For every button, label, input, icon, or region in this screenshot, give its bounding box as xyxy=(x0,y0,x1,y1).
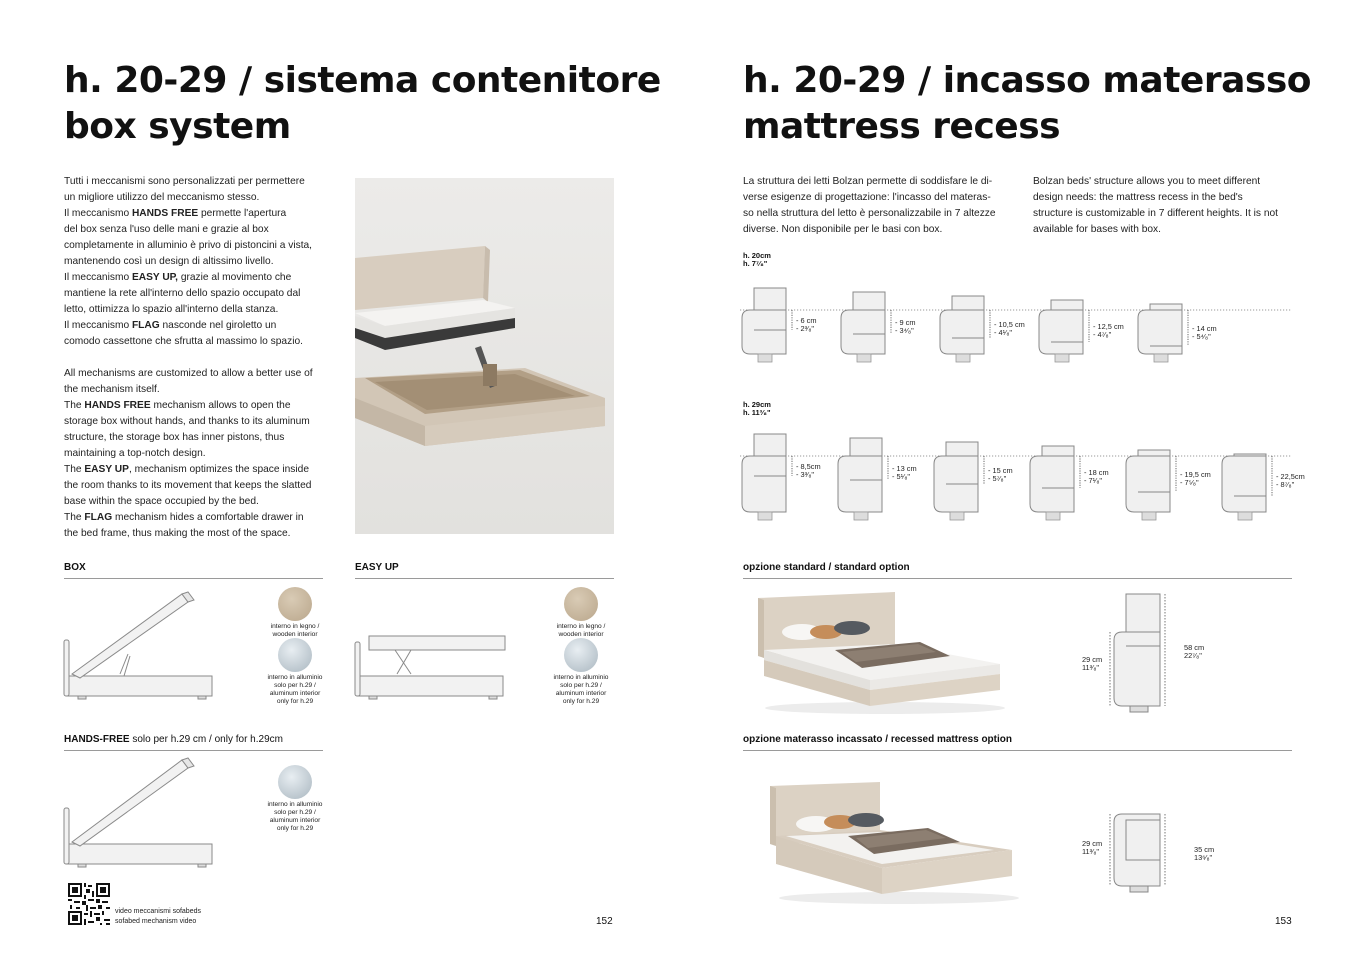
bed-foot xyxy=(1238,512,1252,520)
recess-dimension-label xyxy=(1192,325,1217,341)
recessed-total-dim xyxy=(1194,846,1214,862)
bed-foot xyxy=(758,354,772,362)
text-segment: The xyxy=(64,464,85,475)
recess-dimension-value: - 6 cm xyxy=(796,316,817,325)
left-en-line xyxy=(64,510,344,526)
bed-frame xyxy=(1222,456,1266,512)
recessed-option-rule xyxy=(743,750,1292,751)
recess-dimension-value: - 5⁴⁄₈" xyxy=(1192,332,1211,341)
box-aluminum-caption xyxy=(255,674,335,706)
left-en-line: the room thanks to its movement that keeps the slatted xyxy=(64,480,312,491)
recess-dimension-value: - 8⁷⁄₈" xyxy=(1276,480,1295,489)
recess-dimension-value: - 10,5 cm xyxy=(994,320,1025,329)
box-mechanism-drawing xyxy=(64,588,216,700)
swatch-caption-line: aluminum interior xyxy=(269,817,321,824)
h20-label-cm: h. 20cm xyxy=(743,251,771,260)
recess-dimension-label xyxy=(1093,323,1124,339)
text-segment: The xyxy=(64,512,85,523)
recess-dimension-value: - 8,5cm xyxy=(796,462,821,471)
standard-height-dim xyxy=(1082,656,1102,672)
handsfree-section-label xyxy=(64,734,283,745)
recess-diagram xyxy=(742,434,792,520)
recess-dimension-value: - 15 cm xyxy=(988,466,1013,475)
recess-dimension-value: - 9 cm xyxy=(895,318,916,327)
left-it-line: mantiene la rete all'interno dello spazio occupato dal xyxy=(64,288,301,299)
swatch-caption-line: only for h.29 xyxy=(276,825,314,832)
standard-height-cm: 29 cm xyxy=(1082,655,1103,664)
left-it-line xyxy=(64,270,344,286)
box-wood-caption xyxy=(255,623,335,639)
left-en-line: base within the space occupied by the bed. xyxy=(64,496,259,507)
handsfree-label-rest: solo per h.29 cm / only for h.29cm xyxy=(129,734,283,745)
bed-foot xyxy=(956,354,970,362)
standard-total-cm: 58 cm xyxy=(1184,643,1205,652)
recess-dimension-value: - 3³⁄₈" xyxy=(796,470,815,479)
handsfree-aluminum-caption xyxy=(255,801,335,833)
swatch-caption-line: interno in alluminio xyxy=(267,801,323,808)
recessed-option-label: opzione materasso incassato / recessed mattress option xyxy=(743,734,1012,745)
recessed-bed-photo xyxy=(764,780,1020,904)
recess-dimension-value: - 12,5 cm xyxy=(1093,322,1124,331)
mechanism-name: FLAG xyxy=(131,320,160,331)
text-segment: grazie al movimento che xyxy=(178,272,292,283)
text-segment: Il meccanismo xyxy=(64,272,132,283)
left-en-line: maintaining a top-notch design. xyxy=(64,448,206,459)
recess-dimension-value: - 2³⁄₈" xyxy=(796,324,815,333)
bed-foot xyxy=(1142,512,1156,520)
easyup-wood-swatch xyxy=(564,587,598,621)
recessed-total-cm: 35 cm xyxy=(1194,845,1215,854)
recess-dimension-value: - 18 cm xyxy=(1084,468,1109,477)
left-english-text xyxy=(64,366,344,542)
left-italian-text xyxy=(64,174,344,350)
standard-option-rule xyxy=(743,578,1292,579)
swatch-caption-line: only for h.29 xyxy=(276,698,314,705)
left-page-number: 152 xyxy=(596,916,613,927)
left-it-line xyxy=(64,206,344,222)
bed-foot xyxy=(857,354,871,362)
recess-dimension-value: - 7¹⁄₈" xyxy=(1084,476,1103,485)
swatch-caption-line: wooden interior xyxy=(272,631,318,638)
left-en-line: the bed frame, thus making the most of the space. xyxy=(64,528,291,539)
recess-dimension-value: - 4⁷⁄₈" xyxy=(1093,330,1112,339)
swatch-caption-line: solo per h.29 / xyxy=(274,809,316,816)
recess-diagram xyxy=(1126,450,1176,520)
text-segment: , mechanism optimizes the space inside xyxy=(128,464,309,475)
right-en-line: structure is customizable in 7 different heights. It is not xyxy=(1033,208,1278,219)
mechanism-name: EASY UP, xyxy=(131,272,178,283)
easyup-aluminum-caption xyxy=(541,674,621,706)
qr-caption-it: video meccanismi sofabeds xyxy=(115,908,201,915)
text-segment: mechanism hides a comfortable drawer in xyxy=(112,512,304,523)
standard-section-drawing xyxy=(1110,592,1170,714)
mechanism-name: EASY UP xyxy=(84,464,129,475)
recessed-height-cm: 29 cm xyxy=(1082,839,1103,848)
right-title-line1: h. 20-29 / incasso materasso xyxy=(743,60,1311,101)
recess-diagram xyxy=(940,296,990,362)
qr-code-icon[interactable] xyxy=(68,883,110,925)
handsfree-label-bold: HANDS-FREE xyxy=(64,734,130,745)
recess-dimension-value: - 5⁷⁄₈" xyxy=(988,474,1007,483)
bed-frame xyxy=(742,456,786,512)
h29-recess-diagrams xyxy=(740,424,1296,528)
standard-bed-photo xyxy=(750,590,1005,714)
right-title-line2: mattress recess xyxy=(743,106,1061,147)
box-bed-photo xyxy=(355,178,614,534)
recess-diagram xyxy=(934,442,984,520)
h20-label-inch: h. 7⁷⁄₈" xyxy=(743,259,768,268)
left-en-line: storage box without hands, and thanks to its aluminum xyxy=(64,416,310,427)
bed-frame xyxy=(940,310,984,354)
text-segment: mechanism allows to open the xyxy=(150,400,291,411)
bed-frame xyxy=(1039,310,1083,354)
standard-height-inch: 11³⁄₈" xyxy=(1082,663,1100,672)
recess-diagram xyxy=(838,438,888,520)
easyup-mechanism-drawing xyxy=(355,630,507,702)
recess-diagram xyxy=(1030,446,1080,520)
text-segment: The xyxy=(64,400,85,411)
left-page-title xyxy=(64,58,664,150)
easyup-wood-caption xyxy=(541,623,621,639)
recess-dimension-value: - 19,5 cm xyxy=(1180,470,1211,479)
recess-dimension-value: - 3⁴⁄₈" xyxy=(895,326,914,335)
swatch-caption-line: aluminum interior xyxy=(269,690,321,697)
h29-label xyxy=(743,401,771,417)
box-section-label: BOX xyxy=(64,562,86,573)
bed-foot xyxy=(1154,354,1168,362)
swatch-caption-line: wooden interior xyxy=(558,631,604,638)
easyup-section-label: EASY UP xyxy=(355,562,399,573)
left-it-line: un migliore utilizzo del meccanismo stesso. xyxy=(64,192,260,203)
left-title-line1: h. 20-29 / sistema contenitore xyxy=(64,60,661,101)
bed-foot xyxy=(854,512,868,520)
easyup-section-rule xyxy=(355,578,614,579)
qr-caption-en: sofabed mechanism video xyxy=(115,918,197,925)
bed-foot xyxy=(1046,512,1060,520)
recessed-section-drawing xyxy=(1110,812,1170,896)
mechanism-name: HANDS FREE xyxy=(131,208,199,219)
bed-foot xyxy=(950,512,964,520)
left-it-line xyxy=(64,318,344,334)
h29-label-cm: h. 29cm xyxy=(743,400,771,409)
swatch-caption-line: interno in alluminio xyxy=(553,674,609,681)
left-it-line: Tutti i meccanismi sono personalizzati per permettere xyxy=(64,176,305,187)
recess-dimension-label xyxy=(892,465,917,481)
left-en-line: structure, the storage box has inner pistons, thus xyxy=(64,432,285,443)
swatch-caption-line: interno in legno / xyxy=(270,623,320,630)
recess-diagram xyxy=(841,292,891,362)
bed-frame xyxy=(1126,456,1170,512)
left-title-line2: box system xyxy=(64,106,291,147)
swatch-caption-line: solo per h.29 / xyxy=(274,682,316,689)
handsfree-mechanism-drawing xyxy=(64,756,216,868)
left-en-line: the mechanism itself. xyxy=(64,384,160,395)
bed-frame xyxy=(838,456,882,512)
recessed-height-inch: 11³⁄₈" xyxy=(1082,847,1100,856)
box-wood-swatch xyxy=(278,587,312,621)
recess-dimension-value: - 5¹⁄₈" xyxy=(892,472,911,481)
recess-dimension-value: - 22,5cm xyxy=(1276,472,1305,481)
right-page-title xyxy=(743,58,1343,150)
bed-frame xyxy=(1030,456,1074,512)
qr-caption xyxy=(115,907,201,927)
left-it-line: del box senza l'uso delle mani e grazie al box xyxy=(64,224,269,235)
recess-diagram xyxy=(1222,454,1272,520)
recess-dimension-label xyxy=(796,463,821,479)
recess-dimension-label xyxy=(1180,471,1211,487)
recess-dimension-value: - 14 cm xyxy=(1192,324,1217,333)
bed-frame xyxy=(841,310,885,354)
handsfree-section-rule xyxy=(64,750,323,751)
mechanism-name: HANDS FREE xyxy=(84,400,151,411)
recess-diagram xyxy=(1138,304,1188,362)
left-it-line: comodo cassettone che sfrutta al massimo lo spazio. xyxy=(64,336,303,347)
standard-option-label: opzione standard / standard option xyxy=(743,562,910,573)
swatch-caption-line: only for h.29 xyxy=(562,698,600,705)
recess-diagram xyxy=(1039,300,1089,362)
swatch-caption-line: interno in legno / xyxy=(556,623,606,630)
right-italian-text xyxy=(743,174,1013,238)
swatch-caption-line: interno in alluminio xyxy=(267,674,323,681)
left-it-line: letto, ottimizza lo spazio all'interno della stanza. xyxy=(64,304,279,315)
recess-dimension-value: - 13 cm xyxy=(892,464,917,473)
recess-dimension-value: - 4¹⁄₈" xyxy=(994,328,1013,337)
swatch-caption-line: aluminum interior xyxy=(555,690,607,697)
recess-dimension-label xyxy=(988,467,1013,483)
right-it-line: verse esigenze di progettazione: l'incasso del materas- xyxy=(743,192,991,203)
box-section-rule xyxy=(64,578,323,579)
bed-frame xyxy=(1138,310,1182,354)
text-segment: permette l'apertura xyxy=(198,208,287,219)
left-en-line: All mechanisms are customized to allow a better use of xyxy=(64,368,313,379)
easyup-aluminum-swatch xyxy=(564,638,598,672)
h29-label-inch: h. 11³⁄₈" xyxy=(743,408,771,417)
standard-total-dim xyxy=(1184,644,1204,660)
text-segment: nasconde nel giroletto un xyxy=(159,320,277,331)
recess-dimension-label xyxy=(1276,473,1305,489)
left-en-line xyxy=(64,398,344,414)
bed-foot xyxy=(758,512,772,520)
h20-label xyxy=(743,252,771,268)
text-segment: Il meccanismo xyxy=(64,208,132,219)
box-aluminum-swatch xyxy=(278,638,312,672)
recess-dimension-value: - 7⁵⁄₈" xyxy=(1180,478,1199,487)
right-page-number: 153 xyxy=(1275,916,1292,927)
recess-dimension-label xyxy=(994,321,1025,337)
bed-foot xyxy=(1055,354,1069,362)
handsfree-aluminum-swatch xyxy=(278,765,312,799)
right-it-line: diverse. Non disponibile per le basi con box. xyxy=(743,224,943,235)
bed-frame xyxy=(742,310,786,354)
right-english-text xyxy=(1033,174,1303,238)
text-segment: Il meccanismo xyxy=(64,320,132,331)
left-it-line: mantenendo così un design di altissimo livello. xyxy=(64,256,274,267)
recessed-height-dim xyxy=(1082,840,1102,856)
recess-diagram xyxy=(742,288,792,362)
recess-dimension-label xyxy=(1084,469,1109,485)
right-en-line: Bolzan beds' structure allows you to meet different xyxy=(1033,176,1261,187)
mechanism-name: FLAG xyxy=(84,512,113,523)
left-en-line xyxy=(64,462,344,478)
right-en-line: available for bases with box. xyxy=(1033,224,1161,235)
right-en-line: design needs: the mattress recess in the bed's xyxy=(1033,192,1243,203)
recess-dimension-label xyxy=(895,319,916,335)
swatch-caption-line: solo per h.29 / xyxy=(560,682,602,689)
recess-dimension-label xyxy=(796,317,817,333)
recessed-total-inch: 13⁶⁄₈" xyxy=(1194,853,1213,862)
left-it-line: completamente in alluminio è privo di pistoncini a vista, xyxy=(64,240,313,251)
right-it-line: so nella struttura del letto è personalizzabile in 7 altezze xyxy=(743,208,996,219)
right-it-line: La struttura dei letti Bolzan permette di soddisfare le di- xyxy=(743,176,993,187)
standard-total-inch: 22⁷⁄₈" xyxy=(1184,651,1202,660)
